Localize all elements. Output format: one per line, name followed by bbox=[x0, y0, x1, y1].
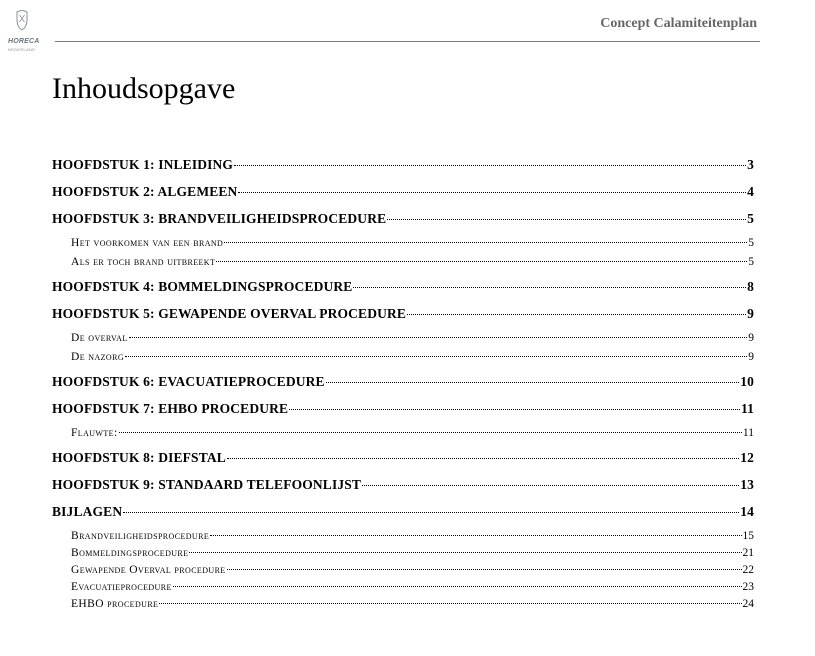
toc-entry-page: 21 bbox=[742, 547, 754, 559]
toc-entry-page: 23 bbox=[742, 581, 754, 593]
dot-leader bbox=[216, 261, 747, 262]
toc-entry-label: Evacuatieprocedure bbox=[71, 581, 172, 593]
toc-entry-section-3-2[interactable] bbox=[52, 254, 754, 270]
toc-entry-label: HOOFDSTUK 2: ALGEMEEN bbox=[52, 184, 238, 199]
dot-leader bbox=[407, 314, 746, 315]
toc-entry-page: 14 bbox=[740, 504, 754, 519]
dot-leader bbox=[326, 382, 740, 383]
toc-entry-label: Gewapende Overval procedure bbox=[71, 564, 226, 576]
toc-entry-chapter-7[interactable] bbox=[52, 400, 754, 417]
toc-entry-label: HOOFDSTUK 6: EVACUATIEPROCEDURE bbox=[52, 374, 325, 389]
toc-entry-bijlage-2[interactable] bbox=[52, 545, 754, 561]
crest-icon bbox=[15, 10, 29, 32]
toc-entry-label: De nazorg bbox=[71, 351, 124, 363]
toc-entry-page: 12 bbox=[740, 450, 754, 465]
toc-entry-page: 4 bbox=[747, 184, 754, 199]
toc-entry-bijlage-4[interactable] bbox=[52, 579, 754, 595]
horeca-logo bbox=[6, 10, 38, 54]
toc-entry-label: Brandveiligheidsprocedure bbox=[71, 530, 210, 542]
toc-entry-page: 10 bbox=[740, 374, 754, 389]
toc-entry-bijlage-3[interactable] bbox=[52, 562, 754, 578]
dot-leader bbox=[173, 586, 742, 587]
toc-entry-page: 9 bbox=[748, 332, 754, 344]
toc-entry-page: 11 bbox=[742, 427, 754, 439]
toc-entry-label: HOOFDSTUK 8: DIEFSTAL bbox=[52, 450, 226, 465]
toc-entry-label: De overval bbox=[71, 332, 128, 344]
toc-entry-page: 11 bbox=[740, 401, 754, 416]
toc-entry-page: 5 bbox=[748, 237, 754, 249]
dot-leader bbox=[189, 552, 741, 553]
toc-entry-label: HOOFDSTUK 9: STANDAARD TELEFOONLIJST bbox=[52, 477, 362, 492]
toc-entry-label: Flauwte: bbox=[71, 427, 118, 439]
toc-entry-label: HOOFDSTUK 4: BOMMELDINGSPROCEDURE bbox=[52, 279, 353, 294]
toc-entry-page: 9 bbox=[747, 306, 754, 321]
toc-entry-bijlagen[interactable] bbox=[52, 503, 754, 520]
dot-leader bbox=[387, 219, 746, 220]
toc-entry-section-5-1[interactable] bbox=[52, 330, 754, 346]
toc-entry-label: HOOFDSTUK 7: EHBO PROCEDURE bbox=[52, 401, 289, 416]
dot-leader bbox=[123, 512, 739, 513]
dot-leader bbox=[125, 356, 747, 357]
dot-leader bbox=[129, 337, 748, 338]
dot-leader bbox=[234, 165, 746, 166]
toc-entry-bijlage-5[interactable] bbox=[52, 596, 754, 612]
toc-entry-chapter-1[interactable] bbox=[52, 156, 754, 173]
toc-entry-chapter-4[interactable] bbox=[52, 278, 754, 295]
toc-entry-page: 5 bbox=[748, 256, 754, 268]
toc-entry-label: BIJLAGEN bbox=[52, 504, 123, 519]
toc-entry-chapter-3[interactable] bbox=[52, 210, 754, 227]
dot-leader bbox=[210, 535, 741, 536]
toc-entry-label: HOOFDSTUK 3: BRANDVEILIGHEIDSPROCEDURE bbox=[52, 211, 387, 226]
toc-entry-label: HOOFDSTUK 5: GEWAPENDE OVERVAL PROCEDURE bbox=[52, 306, 407, 321]
toc-entry-page: 8 bbox=[747, 279, 754, 294]
toc-entry-label: HOOFDSTUK 1: INLEIDING bbox=[52, 157, 234, 172]
toc-entry-section-5-2[interactable] bbox=[52, 349, 754, 365]
toc-entry-page: 9 bbox=[748, 351, 754, 363]
dot-leader bbox=[362, 485, 739, 486]
toc-entry-chapter-2[interactable] bbox=[52, 183, 754, 200]
logo-brand-text: HORECA bbox=[8, 38, 40, 45]
toc-entry-label: EHBO procedure bbox=[71, 598, 159, 610]
dot-leader bbox=[159, 603, 741, 604]
toc-entry-chapter-5[interactable] bbox=[52, 305, 754, 322]
toc-entry-page: 13 bbox=[740, 477, 754, 492]
toc-entry-label: Het voorkomen van een brand bbox=[71, 237, 224, 249]
toc-entry-section-3-1[interactable] bbox=[52, 235, 754, 251]
toc-entry-page: 3 bbox=[747, 157, 754, 172]
dot-leader bbox=[224, 242, 747, 243]
toc-entry-page: 15 bbox=[742, 530, 754, 542]
dot-leader bbox=[353, 287, 746, 288]
header-divider bbox=[55, 41, 760, 42]
dot-leader bbox=[289, 409, 740, 410]
logo-sub-text: NEDERLAND bbox=[8, 47, 36, 52]
toc-entry-page: 5 bbox=[747, 211, 754, 226]
table-of-contents bbox=[52, 156, 754, 612]
toc-entry-section-7-1[interactable] bbox=[52, 425, 754, 441]
page-title: Inhoudsopgave bbox=[52, 72, 236, 105]
toc-entry-chapter-8[interactable] bbox=[52, 449, 754, 466]
document-header-title: Concept Calamiteitenplan bbox=[600, 16, 757, 31]
toc-entry-page: 24 bbox=[742, 598, 754, 610]
toc-entry-chapter-6[interactable] bbox=[52, 373, 754, 390]
dot-leader bbox=[227, 458, 739, 459]
toc-entry-page: 22 bbox=[742, 564, 754, 576]
dot-leader bbox=[119, 432, 742, 433]
toc-entry-bijlage-1[interactable] bbox=[52, 528, 754, 544]
dot-leader bbox=[238, 192, 746, 193]
dot-leader bbox=[227, 569, 742, 570]
toc-entry-label: Bommeldingsprocedure bbox=[71, 547, 189, 559]
toc-entry-label: Als er toch brand uitbreekt bbox=[71, 256, 216, 268]
toc-entry-chapter-9[interactable] bbox=[52, 476, 754, 493]
